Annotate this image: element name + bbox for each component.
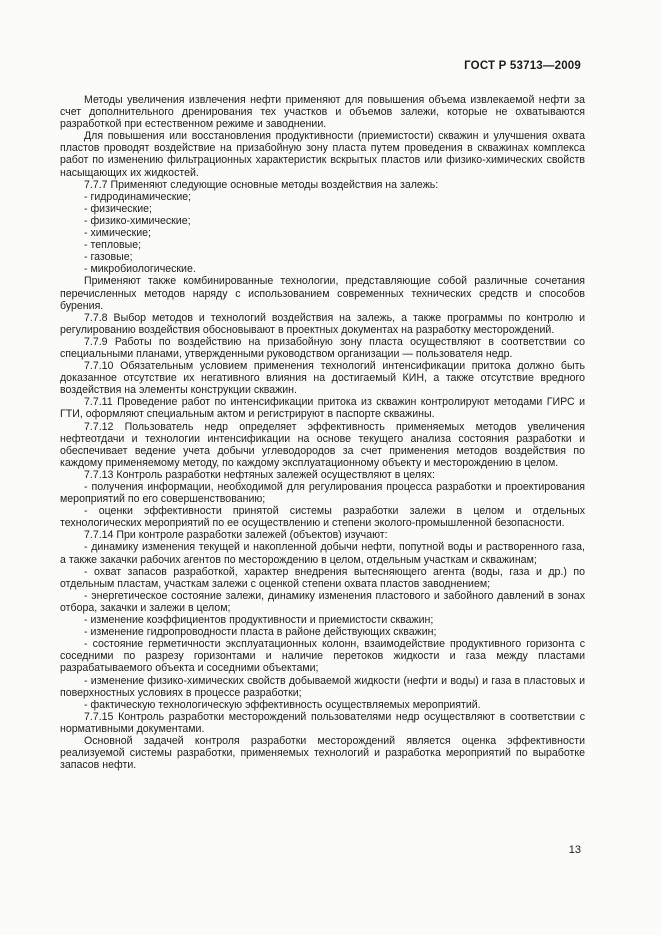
document-body — [60, 94, 585, 771]
paragraph: 7.7.13 Контроль разработки нефтяных залежей осуществляют в целях: — [84, 468, 435, 481]
paragraph: 7.7.10 Обязательным условием применения технологий интенсификации притока должно быть доказанное отсутствие их негативного влияния на достигаемый КИН, а также отсутствие вредного воздействия на элементы конструкции скважин. — [60, 360, 585, 397]
page-number: 13 — [568, 844, 581, 856]
paragraph: 7.7.12 Пользователь недр определяет эффективность применяемых методов увеличения нефтеотдачи и технологии интенсификации на основе текущего анализа состояния разработки и обеспечивает ведение учета добычи углеводородов за счет применения методов воздействия по каждому применяемому методу, по каждому эксплуатационному объекту и месторождению в целом. — [60, 420, 585, 469]
paragraph: Методы увеличения извлечения нефти применяют для повышения объема извлекаемой нефти за счет дополнительного дренирования тех участков и объемов залежи, которые не охватываются разработкой при естественном режиме и заводнении. — [60, 94, 585, 131]
standard-designation: ГОСТ Р 53713—2009 — [464, 60, 581, 72]
list-item: - изменение гидропроводности пласта в районе действующих скважин; — [84, 626, 437, 639]
paragraph: 7.7.14 При контроле разработки залежей (объектов) изучают: — [84, 529, 388, 542]
paragraph: 7.7.15 Контроль разработки месторождений пользователями недр осуществляют в соответствии с нормативными документами. — [60, 710, 585, 735]
list-item: - гидродинамические; — [84, 190, 192, 203]
list-item: - получения информации, необходимой для регулирования процесса разработки и проектирования мероприятий по его совершенствованию; — [60, 481, 585, 506]
paragraph: 7.7.9 Работы по воздействию на призабойную зону пласта осуществляют в соответствии со специальными планами, утвержденными руководством организации — пользователя недр. — [60, 335, 585, 360]
list-item: - охват запасов разработкой, характер внедрения вытесняющего агента (воды, газа и др.) по отдельным пластам, участкам залежи с оценкой степени охвата пластов заводнением; — [60, 565, 585, 590]
paragraph: 7.7.8 Выбор методов и технологий воздействия на залежь, а также программы по контролю и регулированию воздействия обосновывают в проектных документах на разработку месторождений. — [60, 311, 585, 336]
list-item: - микробиологические. — [84, 263, 196, 276]
list-item: - химические; — [84, 227, 151, 240]
list-item: - физические; — [84, 202, 152, 215]
list-item: - изменение коэффициентов продуктивности и приемистости скважин; — [84, 614, 434, 627]
list-item: - состояние герметичности эксплуатационных колонн, взаимодействие продуктивного горизонта с соседними по разрезу горизонтами и наличие перетоков жидкости и газа между пластами разрабатываемого объекта и соседними объектами; — [60, 638, 585, 675]
list-item: - фактическую технологическую эффективность осуществляемых мероприятий. — [84, 698, 481, 711]
list-item: - газовые; — [84, 251, 133, 264]
paragraph: Для повышения или восстановления продуктивности (приемистости) скважин и улучшения охвата пластов проводят воздействие на призабойную зону пласта путем проведения в скважинах комплекса работ по изменению фильтрационных характеристик вскрытых пластов или физико-химических свойств насыщающих их жидкостей. — [60, 130, 585, 179]
paragraph: Применяют также комбинированные технологии, представляющие собой различные сочетания перечисленных методов наряду с использованием современных технических средств и способов бурения. — [60, 275, 585, 312]
list-item: - изменение физико-химических свойств добываемой жидкости (нефти и воды) и газа в пластовых и поверхностных условиях в процессе разработки; — [60, 674, 585, 699]
list-item: - динамику изменения текущей и накопленной добычи нефти, попутной воды и растворенного газа, а также закачки рабочих агентов по месторождению в целом, отдельным участкам и скважинам; — [60, 541, 585, 566]
list-item: - тепловые; — [84, 239, 142, 252]
paragraph: Основной задачей контроля разработки месторождений является оценка эффективности реализуемой системы разработки, применяемых технологий и разработка мероприятий по выработке запасов нефти. — [60, 734, 585, 772]
paragraph: 7.7.11 Проведение работ по интенсификации притока из скважин контролируют методами ГИРС и ГТИ, оформляют специальным актом и регистрируют в паспорте скважины. — [60, 396, 585, 421]
list-item: - оценки эффективности принятой системы разработки залежи в целом и отдельных технологических мероприятий по ее осуществлению и степени эколого-промышленной безопасности. — [60, 505, 585, 530]
paragraph: 7.7.7 Применяют следующие основные методы воздействия на залежь: — [84, 178, 439, 191]
list-item: - энергетическое состояние залежи, динамику изменения пластового и забойного давлений в зонах отбора, закачки и залежи в целом; — [60, 589, 585, 614]
list-item: - физико-химические; — [84, 214, 191, 227]
